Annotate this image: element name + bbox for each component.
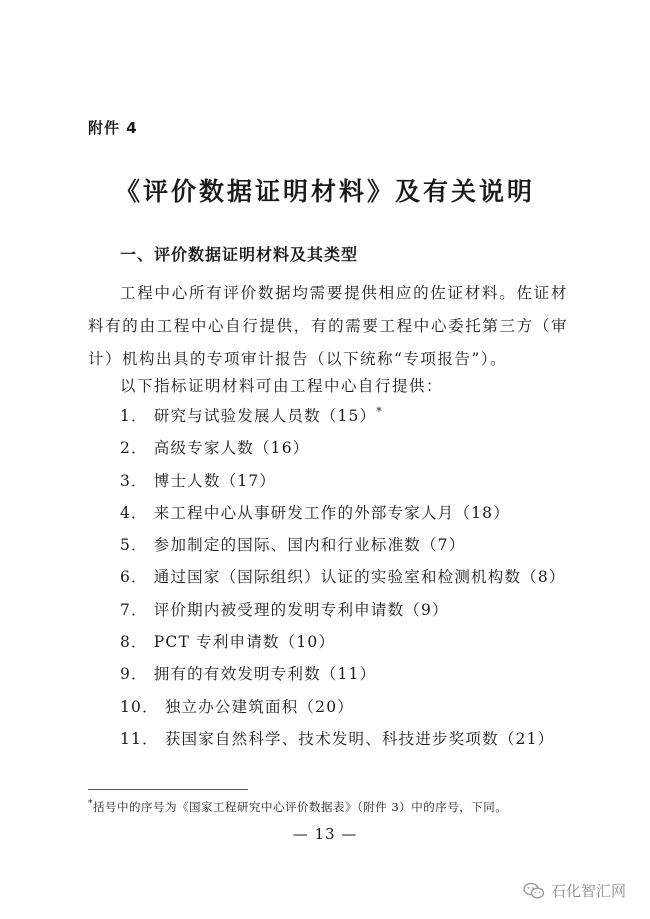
list-item — [120, 632, 566, 664]
item-number: 7． — [120, 600, 148, 619]
attachment-label: 附件 4 — [88, 119, 138, 137]
item-text: 高级专家人数（16） — [153, 439, 310, 458]
footnote-text: 括号中的序号为《国家工程研究中心评价数据表》（附件 3）中的序号，下同。 — [93, 800, 508, 814]
footnote — [88, 799, 507, 815]
item-text: 研究与试验发展人员数（15） — [153, 407, 377, 425]
list-item — [120, 406, 566, 438]
list-item — [120, 438, 566, 470]
footnote-mark: * — [88, 799, 93, 810]
list-item — [120, 729, 566, 761]
wechat-icon — [523, 882, 545, 900]
item-number: 2． — [120, 439, 148, 458]
list-item — [120, 600, 566, 632]
item-number: 3． — [120, 471, 148, 490]
list-item — [120, 503, 566, 535]
item-number: 4． — [120, 503, 148, 522]
page-title: 《评价数据证明材料》及有关说明 — [114, 177, 535, 206]
item-text: 参加制定的国际、国内和行业标准数（7） — [153, 536, 466, 555]
item-text: 获国家自然科学、技术发明、科技进步奖项数（21） — [164, 729, 555, 748]
list-item — [120, 471, 566, 503]
item-text: 博士人数（17） — [153, 471, 277, 490]
list-item — [120, 567, 566, 599]
item-number: 1． — [120, 407, 148, 425]
page-number: — 13 — — [292, 825, 358, 843]
list-intro: 以下指标证明材料可由工程中心自行提供： — [120, 377, 444, 395]
item-number: 9． — [120, 665, 148, 684]
item-number: 6． — [120, 568, 148, 587]
item-text: 评价期内被受理的发明专利申请数（9） — [153, 600, 449, 619]
list-item — [120, 697, 566, 729]
watermark-text: 石化智汇网 — [550, 882, 626, 900]
item-text: 拥有的有效发明专利数（11） — [153, 665, 377, 684]
watermark — [523, 880, 626, 901]
item-text: 通过国家（国际组织）认证的实验室和检测机构数（8） — [153, 568, 566, 587]
item-text: 独立办公建筑面积（20） — [164, 697, 354, 716]
list-item — [120, 535, 566, 567]
item-text: PCT 专利申请数（10） — [153, 633, 336, 652]
item-number: 11． — [120, 729, 159, 748]
item-text: 来工程中心从事研发工作的外部专家人月（18） — [153, 503, 510, 522]
item-number: 5． — [120, 536, 148, 555]
section-paragraph: 工程中心所有评价数据均需要提供相应的佐证材料。佐证材料有的由工程中心自行提供，有的需要工程中心委托第三方（审计）机构出具的专项审计报告（以下统称“专项报告”）。 — [88, 284, 568, 368]
list-item — [120, 664, 566, 696]
item-number: 8． — [120, 633, 148, 652]
footnote-divider — [88, 789, 248, 790]
footnote-marker: * — [376, 404, 383, 418]
item-number: 10． — [120, 697, 159, 716]
indicator-list — [120, 406, 566, 761]
section-heading: 一、评价数据证明材料及其类型 — [120, 245, 359, 264]
